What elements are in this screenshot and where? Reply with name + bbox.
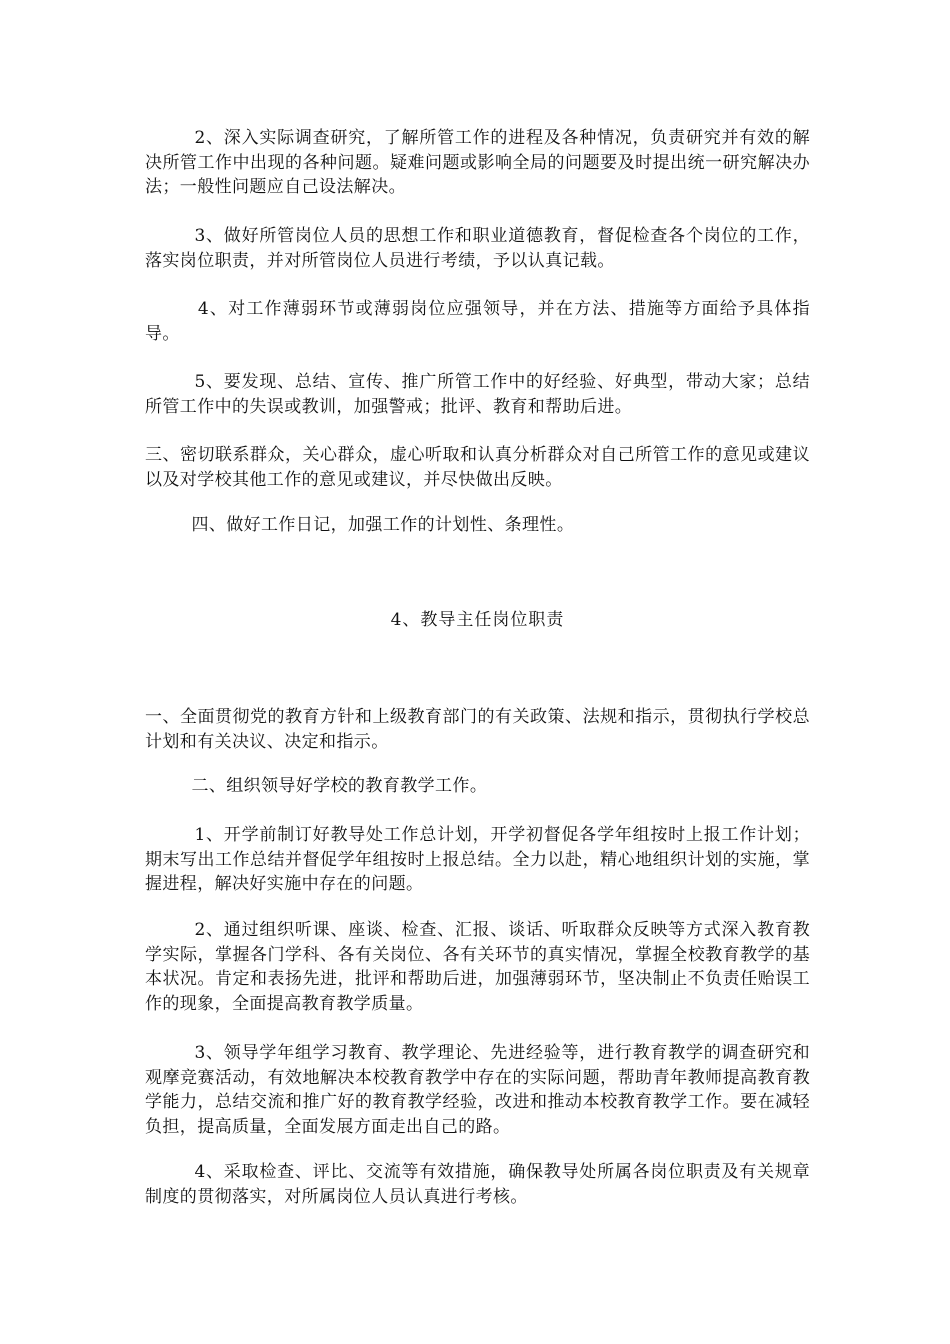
paragraph-item-2: 2、深入实际调查研究，了解所管工作的进程及各种情况，负责研究并有效的解决所管工作中出现的各种问题。疑难问题或影响全局的问题要及时提出统一研究解决办法；一般性问题应自己设法解决。 [145, 128, 810, 197]
paragraph-duty-one: 一、全面贯彻党的教育方针和上级教育部门的有关政策、法规和指示，贯彻执行学校总计划和有关决议、决定和指示。 [145, 707, 810, 752]
paragraph-duty-item-3: 3、领导学年组学习教育、教学理论、先进经验等，进行教育教学的调查研究和观摩竞赛活动，有效地解决本校教育教学中存在的实际问题，帮助青年教师提高教育教学能力，总结交流和推广好的教育教学经验，改进和推动本校教育教学工作。要在减轻负担，提高质量，全面发展方面走出自己的路。 [145, 1043, 810, 1137]
paragraph-item-3: 3、做好所管岗位人员的思想工作和职业道德教育，督促检查各个岗位的工作，落实岗位职责，并对所管岗位人员进行考绩，予以认真记载。 [145, 226, 810, 271]
paragraph-duty-item-1: 1、开学前制订好教导处工作总计划，开学初督促各学年组按时上报工作计划；期末写出工作总结并督促学年组按时上报总结。全力以赴，精心地组织计划的实施，掌握进程，解决好实施中存在的问题。 [145, 825, 810, 894]
paragraph-duty-item-4: 4、采取检查、评比、交流等有效措施，确保教导处所属各岗位职责及有关规章制度的贯彻落实，对所属岗位人员认真进行考核。 [145, 1162, 810, 1207]
paragraph-section-four: 四、做好工作日记，加强工作的计划性、条理性。 [145, 515, 575, 535]
paragraph-duty-two: 二、组织领导好学校的教育教学工作。 [145, 776, 488, 796]
paragraph-item-4: 4、对工作薄弱环节或薄弱岗位应强领导，并在方法、措施等方面给予具体指导。 [145, 299, 810, 344]
paragraph-item-5: 5、要发现、总结、宣传、推广所管工作中的好经验、好典型，带动大家；总结所管工作中的失误或教训，加强警戒；批评、教育和帮助后进。 [145, 372, 810, 417]
section-title: 4、教导主任岗位职责 [390, 610, 565, 630]
paragraph-section-three: 三、密切联系群众，关心群众，虚心听取和认真分析群众对自己所管工作的意见或建议以及对学校其他工作的意见或建议，并尽快做出反映。 [145, 445, 810, 490]
paragraph-duty-item-2: 2、通过组织听课、座谈、检查、汇报、谈话、听取群众反映等方式深入教育教学实际，掌握各门学科、各有关岗位、各有关环节的真实情况，掌握全校教育教学的基本状况。肯定和表扬先进，批评和帮助后进，加强薄弱环节，坚决制止不负责任贻误工作的现象，全面提高教育教学质量。 [145, 920, 810, 1014]
